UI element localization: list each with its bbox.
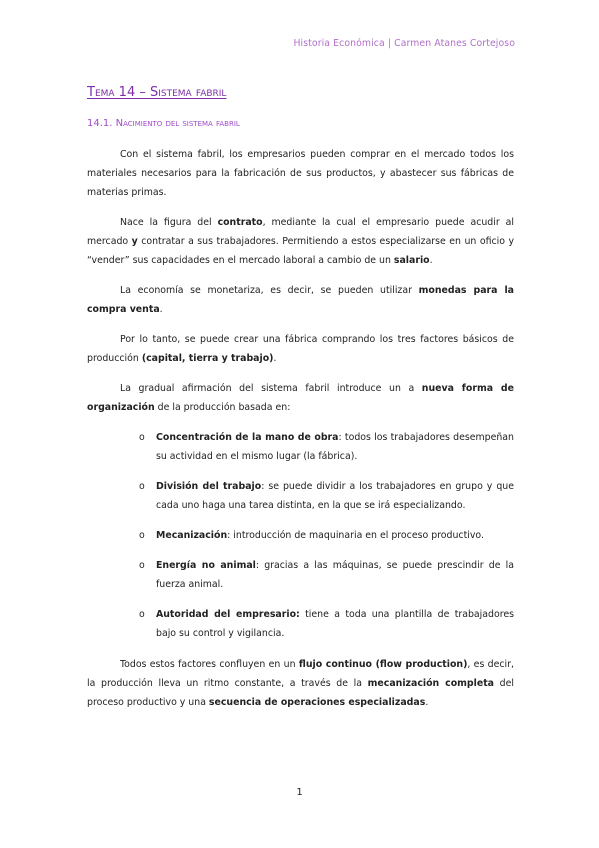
paragraph-factores: Por lo tanto, se puede crear una fábrica comprando los tres factores básicos de producción (capital, tierra y trabajo). <box>87 334 514 364</box>
list-item <box>87 556 514 594</box>
bullet-icon: o <box>139 481 145 492</box>
bullet-icon: o <box>139 609 145 620</box>
list-term: Concentración de la mano de obra <box>156 432 339 443</box>
document-body <box>87 145 514 723</box>
list-term: Autoridad del empresario: <box>156 609 300 620</box>
paragraph-organizacion: La gradual afirmación del sistema fabril introduce un a nueva forma de organización de la producción basada en: <box>87 383 514 413</box>
list-desc: : gracias a las máquinas, se puede prescindir de la fuerza animal. <box>156 560 514 590</box>
paragraph-flujo-continuo: Todos estos factores confluyen en un flujo continuo (flow production), es decir, la producción lleva un ritmo constante, a través de la mecanización completa del proceso productivo y una secuencia de operaciones especializadas. <box>87 659 514 708</box>
bullet-icon: o <box>139 530 145 541</box>
section-heading: 14.1. Nacimiento del sistema fabril <box>87 118 240 129</box>
characteristics-list <box>87 428 514 643</box>
bold-term: flujo continuo (flow production) <box>298 659 468 670</box>
bold-term: salario <box>393 255 430 266</box>
list-item <box>87 477 514 515</box>
list-item <box>87 526 514 545</box>
bullet-icon: o <box>139 560 145 571</box>
list-item <box>87 428 514 466</box>
list-term: División del trabajo <box>156 481 262 492</box>
list-desc: tiene a toda una plantilla de trabajadores bajo su control y vigilancia. <box>156 609 515 639</box>
list-desc: : se puede dividir a los trabajadores en grupo y que cada uno haga una tarea distinta, en la que se irá especializando. <box>156 481 514 511</box>
paragraph-contrato: Nace la figura del contrato, mediante la cual el empresario puede acudir al mercado y contratar a sus trabajadores. Permitiendo a estos especializarse en un oficio y “vender” sus capacidades en el mercado laboral a cambio de un salario. <box>87 217 514 266</box>
bold-term: mecanización completa <box>367 678 495 689</box>
paragraph-monetariza: La economía se monetariza, es decir, se pueden utilizar monedas para la compra venta. <box>87 285 514 315</box>
list-term: Mecanización <box>156 530 228 541</box>
page-number: 1 <box>296 787 303 798</box>
chapter-title: Tema 14 – Sistema fabril <box>87 85 227 100</box>
list-desc: : introducción de maquinaria en el proceso productivo. <box>227 530 484 541</box>
bold-term: monedas para la compra venta <box>87 285 514 315</box>
bold-term: secuencia de operaciones especializadas <box>208 697 426 708</box>
bold-term: y <box>131 236 138 247</box>
list-item <box>87 605 514 643</box>
bold-term: (capital, tierra y trabajo) <box>141 353 274 364</box>
bold-term: nueva forma de organización <box>87 383 514 413</box>
paragraph-sistema-fabril: Con el sistema fabril, los empresarios pueden comprar en el mercado todos los materiales necesarios para la fabricación de sus productos, y abastecer sus fábricas de materias primas. <box>87 149 514 198</box>
bullet-icon: o <box>139 432 145 443</box>
list-desc: : todos los trabajadores desempeñan su actividad en el mismo lugar (la fábrica). <box>156 432 514 462</box>
page-header: Historia Económica | Carmen Atanes Cortejoso <box>293 38 515 49</box>
bold-term: contrato <box>217 217 263 228</box>
list-term: Energía no animal <box>156 560 256 571</box>
